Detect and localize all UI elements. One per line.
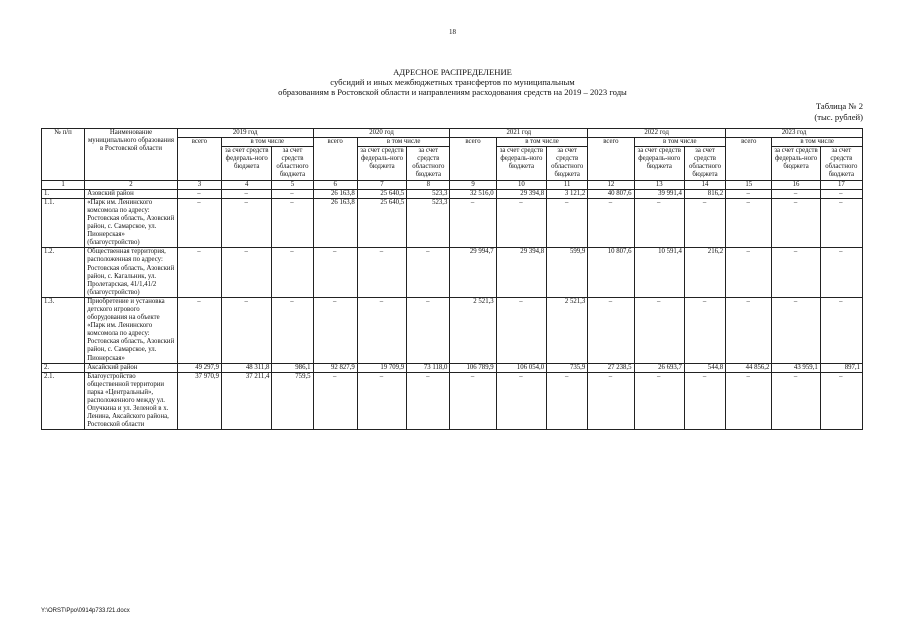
table-units: (тыс. рублей): [814, 112, 863, 122]
table-cell: –: [726, 297, 772, 363]
table-cell: –: [820, 198, 862, 248]
header-column-index: 3: [177, 180, 221, 189]
table-row: [42, 189, 863, 198]
table-cell: –: [450, 372, 496, 430]
table-cell: –: [272, 297, 313, 363]
table-cell: –: [772, 297, 820, 363]
table-cell: –: [684, 372, 725, 430]
header-column-index: 6: [313, 180, 357, 189]
header-column-index: 2: [85, 180, 178, 189]
table-cell: –: [634, 198, 684, 248]
table-cell: –: [820, 248, 862, 298]
row-name: Приобретение и установка детского игрового оборудования на объекте «Парк им. Ленинского комсомола по адресу: Ростовская область, Азовский район, с. Самарское, ул. Пионерская»: [85, 297, 178, 363]
table-row: [42, 297, 863, 363]
title-line-2: субсидий и иных межбюджетных трансфертов по муниципальным: [330, 77, 575, 87]
header-total: всего: [313, 138, 357, 180]
table-cell: –: [496, 297, 546, 363]
header-col-number: № п/п: [42, 129, 85, 181]
table-number: Таблица № 2: [815, 101, 863, 111]
table-cell: –: [272, 248, 313, 298]
table-cell: 29 394,8: [496, 189, 546, 198]
table-cell: –: [357, 372, 406, 430]
table-cell: –: [450, 198, 496, 248]
header-year: 2021 год: [450, 129, 588, 138]
table-cell: –: [177, 198, 221, 248]
header-regional-budget: за счет средств областного бюджета: [272, 147, 313, 180]
table-cell: 29 394,8: [496, 248, 546, 298]
header-column-index: 16: [772, 180, 820, 189]
table-cell: –: [684, 198, 725, 248]
distribution-table-wrapper: [41, 128, 863, 430]
header-including: в том числе: [357, 138, 450, 147]
table-cell: 92 827,9: [313, 363, 357, 372]
header-regional-budget: за счет средств областного бюджета: [684, 147, 725, 180]
table-cell: 523,3: [407, 189, 450, 198]
table-cell: 897,1: [820, 363, 862, 372]
table-cell: 25 640,5: [357, 198, 406, 248]
header-column-index: 12: [588, 180, 634, 189]
table-cell: 2 521,3: [547, 297, 588, 363]
table-cell: 10 807,6: [588, 248, 634, 298]
row-name: «Парк им. Ленинского комсомола по адресу: Ростовская область, Азовский район, с. Самарское, ул. Пионерская» (благоустройство): [85, 198, 178, 248]
header-federal-budget: за счет средств федераль-ного бюджета: [357, 147, 406, 180]
table-cell: –: [634, 297, 684, 363]
table-cell: –: [547, 372, 588, 430]
table-cell: –: [222, 248, 272, 298]
table-row: [42, 198, 863, 248]
table-cell: –: [588, 198, 634, 248]
row-number: 1.2.: [42, 248, 85, 298]
table-cell: 106 054,0: [496, 363, 546, 372]
table-row: [42, 372, 863, 430]
table-cell: –: [272, 198, 313, 248]
table-cell: –: [772, 372, 820, 430]
table-cell: –: [772, 248, 820, 298]
table-cell: 73 118,0: [407, 363, 450, 372]
header-federal-budget: за счет средств федераль-ного бюджета: [496, 147, 546, 180]
header-total: всего: [726, 138, 772, 180]
row-number: 1.3.: [42, 297, 85, 363]
row-name: Благоустройство общественной территории парка «Центральный», расположенного между ул. Опучкина и ул. Зеленой в х. Ленина, Аксайского района, Ростовской области: [85, 372, 178, 430]
table-cell: 599,9: [547, 248, 588, 298]
header-total: всего: [450, 138, 496, 180]
header-column-index: 13: [634, 180, 684, 189]
table-cell: –: [772, 189, 820, 198]
header-column-index: 10: [496, 180, 546, 189]
table-cell: 43 959,1: [772, 363, 820, 372]
table-cell: 544,8: [684, 363, 725, 372]
table-cell: –: [177, 248, 221, 298]
table-cell: –: [313, 297, 357, 363]
header-including: в том числе: [772, 138, 863, 147]
table-cell: 759,5: [272, 372, 313, 430]
table-cell: –: [407, 248, 450, 298]
table-cell: 26 693,7: [634, 363, 684, 372]
table-cell: –: [820, 372, 862, 430]
table-cell: 39 991,4: [634, 189, 684, 198]
row-number: 1.1.: [42, 198, 85, 248]
header-column-index: 8: [407, 180, 450, 189]
table-cell: 37 970,9: [177, 372, 221, 430]
table-cell: 26 163,8: [313, 189, 357, 198]
row-name: Азовский район: [85, 189, 178, 198]
table-cell: 26 163,8: [313, 198, 357, 248]
header-year: 2019 год: [177, 129, 313, 138]
table-cell: –: [820, 189, 862, 198]
header-column-index: 14: [684, 180, 725, 189]
footer-file-path: Y:\ORST\Ppo\0914p733.f21.docx: [41, 608, 130, 614]
table-cell: 523,3: [407, 198, 450, 248]
header-federal-budget: за счет средств федераль-ного бюджета: [634, 147, 684, 180]
header-column-index: 11: [547, 180, 588, 189]
header-column-index: 5: [272, 180, 313, 189]
row-number: 2.1.: [42, 372, 85, 430]
table-row: [42, 363, 863, 372]
header-column-index: 4: [222, 180, 272, 189]
table-cell: 27 238,5: [588, 363, 634, 372]
table-cell: –: [357, 297, 406, 363]
header-including: в том числе: [496, 138, 588, 147]
table-cell: 44 856,2: [726, 363, 772, 372]
title-line-3: образованиям в Ростовской области и направлениям расходования средств на 2019 – 2023 годы: [278, 87, 627, 97]
table-cell: –: [313, 248, 357, 298]
table-cell: 816,2: [684, 189, 725, 198]
table-cell: –: [726, 198, 772, 248]
table-cell: –: [547, 198, 588, 248]
row-name: Общественная территория, расположенная по адресу: Ростовская область, Азовский район, с. Кагальник, ул. Пролетарская, 41/1,41/2 (благоустройство): [85, 248, 178, 298]
table-body: [42, 189, 863, 430]
header-total: всего: [177, 138, 221, 180]
row-name: Аксайский район: [85, 363, 178, 372]
row-number: 2.: [42, 363, 85, 372]
table-cell: –: [222, 189, 272, 198]
header-year: 2020 год: [313, 129, 450, 138]
header-total: всего: [588, 138, 634, 180]
header-regional-budget: за счет средств областного бюджета: [547, 147, 588, 180]
table-cell: –: [588, 372, 634, 430]
header-including: в том числе: [634, 138, 726, 147]
table-cell: –: [272, 189, 313, 198]
table-cell: –: [313, 372, 357, 430]
header-including: в том числе: [222, 138, 314, 147]
table-cell: 986,1: [272, 363, 313, 372]
header-column-index: 7: [357, 180, 406, 189]
table-cell: 29 994,7: [450, 248, 496, 298]
table-cell: 25 640,5: [357, 189, 406, 198]
header-column-index: 17: [820, 180, 862, 189]
header-year: 2022 год: [588, 129, 726, 138]
table-label: [814, 101, 863, 123]
table-cell: 106 789,9: [450, 363, 496, 372]
header-column-index: 9: [450, 180, 496, 189]
table-cell: –: [684, 297, 725, 363]
header-regional-budget: за счет средств областного бюджета: [407, 147, 450, 180]
table-cell: –: [357, 248, 406, 298]
table-cell: 2 521,3: [450, 297, 496, 363]
header-federal-budget: за счет средств федераль-ного бюджета: [772, 147, 820, 180]
table-cell: 19 709,9: [357, 363, 406, 372]
table-cell: –: [177, 297, 221, 363]
table-cell: 37 211,4: [222, 372, 272, 430]
table-cell: 216,2: [684, 248, 725, 298]
table-cell: 32 516,0: [450, 189, 496, 198]
table-cell: 3 121,2: [547, 189, 588, 198]
header-regional-budget: за счет средств областного бюджета: [820, 147, 862, 180]
page-number: 18: [449, 28, 456, 36]
table-row: [42, 248, 863, 298]
document-title: [0, 67, 905, 97]
header-year: 2023 год: [726, 129, 863, 138]
header-col-name: Наименование муниципального образования в Ростовской области: [85, 129, 178, 181]
table-cell: 10 591,4: [634, 248, 684, 298]
table-cell: –: [726, 248, 772, 298]
header-column-index: 1: [42, 180, 85, 189]
table-cell: 40 807,6: [588, 189, 634, 198]
table-cell: –: [820, 297, 862, 363]
table-cell: –: [407, 372, 450, 430]
table-cell: 49 297,9: [177, 363, 221, 372]
table-header: [42, 129, 863, 190]
table-cell: –: [496, 372, 546, 430]
distribution-table: [41, 128, 863, 430]
header-column-index: 15: [726, 180, 772, 189]
table-cell: –: [496, 198, 546, 248]
table-cell: 48 311,8: [222, 363, 272, 372]
table-cell: –: [634, 372, 684, 430]
table-cell: –: [222, 297, 272, 363]
table-cell: –: [726, 372, 772, 430]
table-cell: –: [726, 189, 772, 198]
table-cell: 735,9: [547, 363, 588, 372]
table-cell: –: [222, 198, 272, 248]
table-cell: –: [772, 198, 820, 248]
row-number: 1.: [42, 189, 85, 198]
title-line-1: АДРЕСНОЕ РАСПРЕДЕЛЕНИЕ: [393, 67, 512, 77]
table-cell: –: [177, 189, 221, 198]
header-federal-budget: за счет средств федераль-ного бюджета: [222, 147, 272, 180]
table-cell: –: [588, 297, 634, 363]
table-cell: –: [407, 297, 450, 363]
